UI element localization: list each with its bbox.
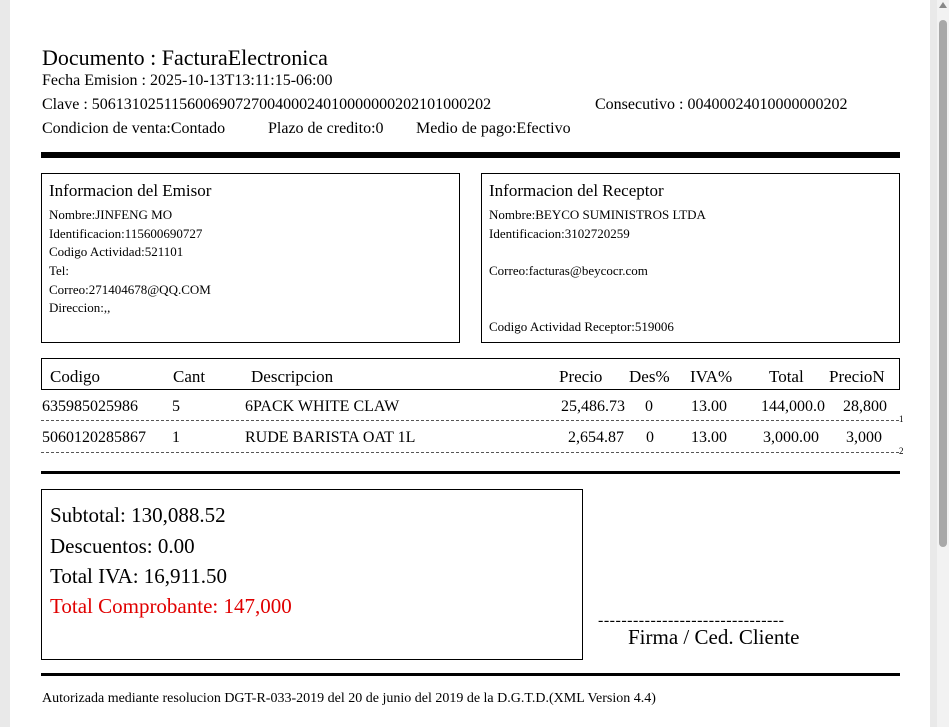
receptor-title: Informacion del Receptor: [489, 181, 664, 200]
cell-descripcion: RUDE BARISTA OAT 1L: [245, 429, 416, 446]
clave: Clave : 50613102511560069072700400024010000000202101000202: [42, 96, 492, 113]
cell-codigo: 635985025986: [42, 398, 138, 415]
subtotal: Subtotal: 130,088.52: [50, 503, 226, 527]
condicion-venta: Condicion de venta:Contado: [42, 120, 226, 137]
emisor-box: [41, 173, 460, 343]
th-precio: Precio: [559, 367, 603, 386]
th-total: Total: [769, 367, 804, 386]
receptor-correo: Correo:facturas@beycocr.com: [489, 263, 648, 278]
row-divider: [41, 452, 899, 453]
emisor-title: Informacion del Emisor: [49, 181, 212, 200]
cell-cant: 1: [172, 429, 180, 446]
firma-line: --------------------------------: [598, 612, 785, 629]
cell-descripcion: 6PACK WHITE CLAW: [245, 398, 400, 415]
scrollbar-thumb[interactable]: [939, 20, 947, 547]
emisor-tel: Tel:: [49, 263, 70, 278]
consecutivo: Consecutivo : 00400024010000000202: [595, 96, 848, 113]
emisor-actividad: Codigo Actividad:521101: [49, 244, 184, 259]
table-divider: [41, 471, 900, 474]
cell-cant: 5: [172, 398, 180, 415]
cell-total: 144,000.0: [761, 398, 825, 415]
th-codigo: Codigo: [50, 367, 101, 386]
receptor-identificacion: Identificacion:3102720259: [489, 226, 630, 241]
invoice-page: [10, 0, 930, 727]
th-descripcion: Descripcion: [251, 367, 334, 386]
plazo-credito: Plazo de credito:0: [268, 120, 384, 137]
row-number: 2: [899, 446, 904, 456]
header-divider: [41, 152, 900, 158]
table-row: [41, 429, 911, 455]
emisor-direccion: Direccion:,,: [49, 300, 111, 315]
cell-precion: 28,800: [843, 398, 887, 415]
row-divider: [41, 420, 899, 421]
footer-divider: [41, 673, 900, 676]
th-cant: Cant: [173, 367, 206, 386]
cell-des: 0: [646, 429, 654, 446]
receptor-box: [481, 173, 900, 343]
document-title: Documento : FacturaElectronica: [42, 45, 328, 70]
emisor-nombre: Nombre:JINFENG MO: [49, 207, 173, 222]
th-iva: IVA%: [690, 367, 733, 386]
total-iva: Total IVA: 16,911.50: [50, 564, 228, 588]
medio-pago: Medio de pago:Efectivo: [416, 120, 571, 137]
th-des: Des%: [629, 367, 670, 386]
cell-iva: 13.00: [691, 398, 727, 415]
cell-precion: 3,000: [846, 429, 882, 446]
emisor-identificacion: Identificacion:115600690727: [49, 226, 203, 241]
receptor-actividad: Codigo Actividad Receptor:519006: [489, 319, 674, 334]
vertical-scrollbar[interactable]: [937, 0, 949, 727]
footer-autorizada: Autorizada mediante resolucion DGT-R-033-2019 del 20 de junio del 2019 de la D.G.T.D.(XML Version 4.4): [42, 691, 656, 706]
receptor-nombre: Nombre:BEYCO SUMINISTROS LTDA: [489, 207, 706, 222]
emisor-correo: Correo:271404678@QQ.COM: [49, 282, 211, 297]
scroll-up-icon[interactable]: [939, 2, 947, 8]
cell-precio: 2,654.87: [568, 429, 624, 446]
th-precion: PrecioN: [829, 367, 885, 386]
table-header: [41, 358, 900, 390]
table-row: [41, 398, 911, 424]
row-number: 1: [899, 414, 904, 424]
cell-iva: 13.00: [691, 429, 727, 446]
cell-total: 3,000.00: [763, 429, 819, 446]
total-comprobante: Total Comprobante: 147,000: [50, 594, 292, 618]
firma-label: Firma / Ced. Cliente: [628, 625, 800, 649]
cell-codigo: 5060120285867: [42, 429, 146, 446]
descuentos: Descuentos: 0.00: [50, 534, 195, 558]
cell-des: 0: [645, 398, 653, 415]
cell-precio: 25,486.73: [561, 398, 625, 415]
fecha-emision: Fecha Emision : 2025-10-13T13:11:15-06:00: [42, 72, 333, 89]
totals-box: [41, 489, 583, 660]
